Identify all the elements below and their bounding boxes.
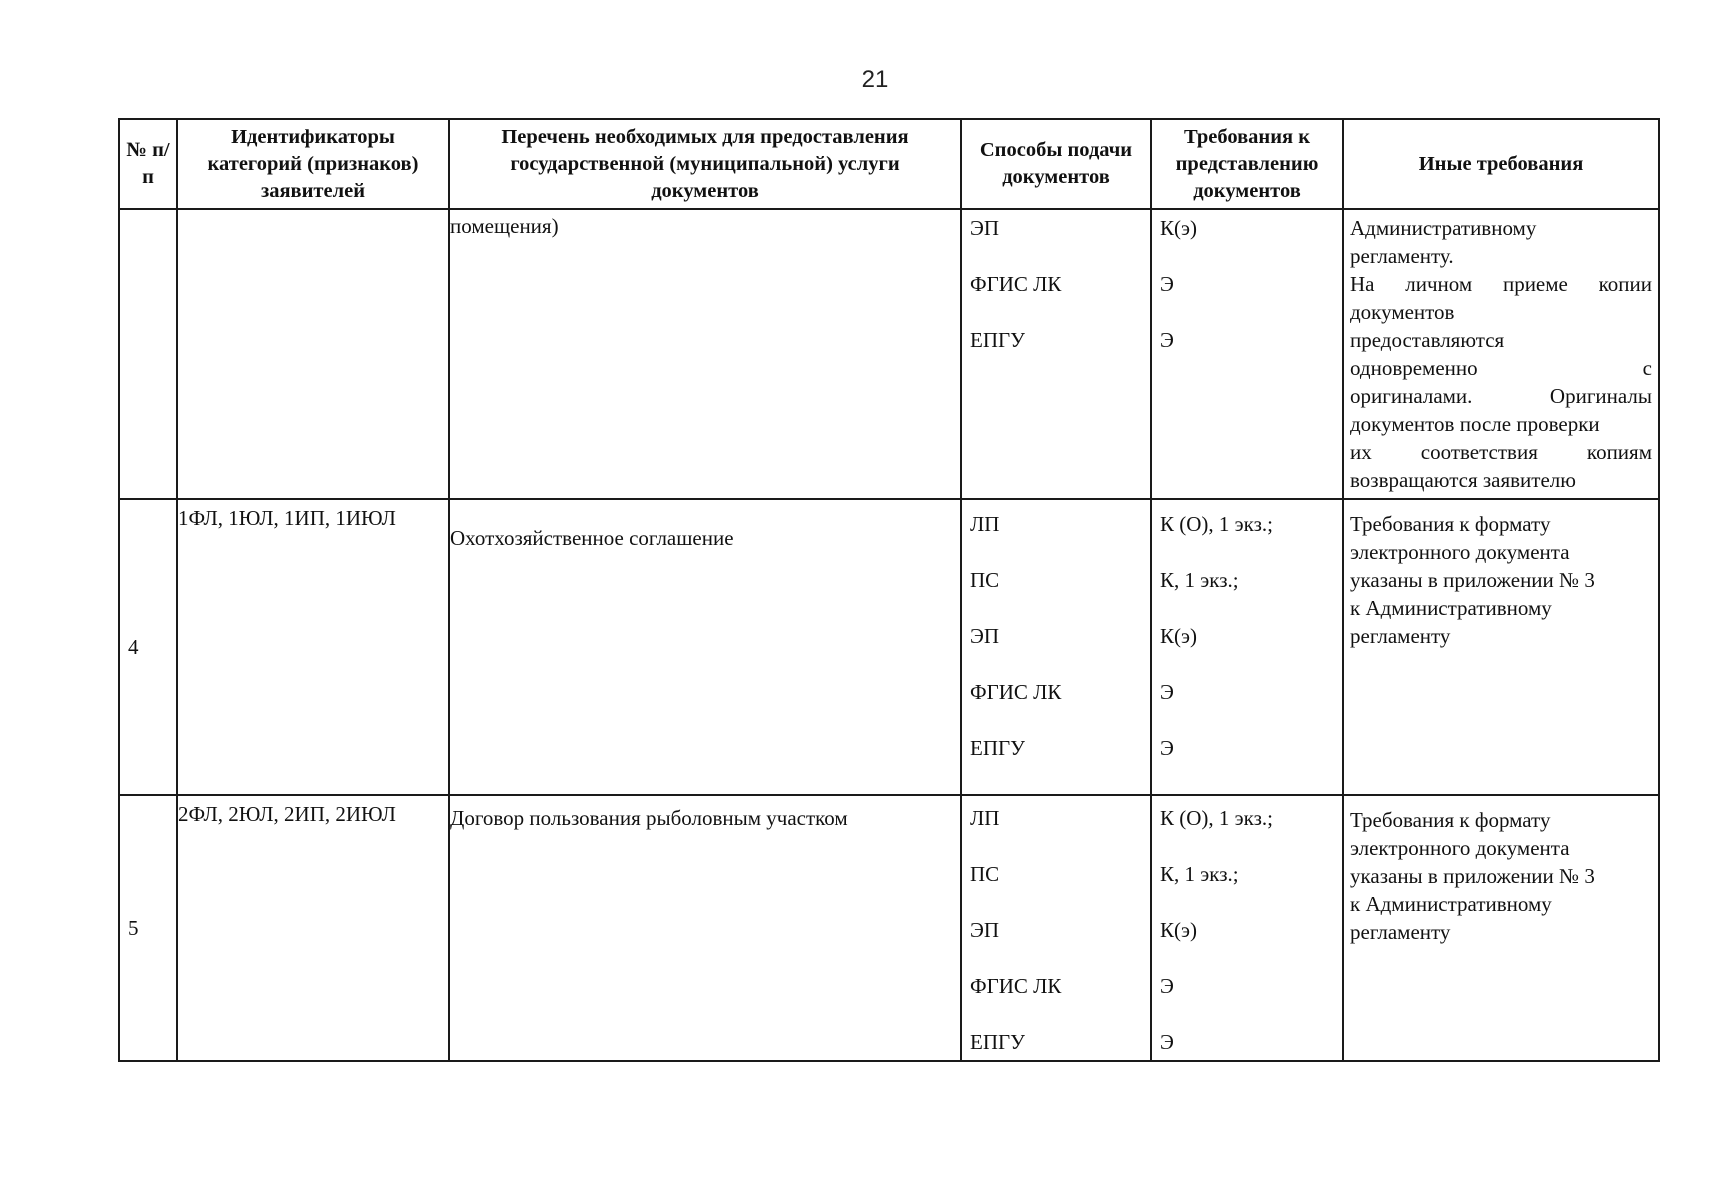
row-categories: 1ФЛ, 1ЮЛ, 1ИП, 1ИЮЛ: [177, 499, 449, 795]
row-categories: [177, 209, 449, 499]
row-document: помещения): [449, 209, 961, 499]
method-item: ПС: [970, 568, 1000, 592]
header-requirements: Требования к представлению документов: [1151, 119, 1343, 209]
method-item: ЕПГУ: [970, 736, 1026, 760]
requirement-item: Э: [1160, 680, 1174, 704]
other-line: указаны в приложении № 3: [1350, 864, 1595, 888]
requirement-item: К(э): [1160, 918, 1198, 942]
header-number: № п/п: [119, 119, 177, 209]
header-other: Иные требования: [1343, 119, 1659, 209]
method-item: ФГИС ЛК: [970, 974, 1062, 998]
table-row: [119, 209, 1659, 499]
other-line: указаны в приложении № 3: [1350, 568, 1595, 592]
other-line: Требования к формату: [1350, 808, 1551, 832]
other-line: оригиналами. Оригиналы: [1350, 384, 1652, 408]
method-item: ФГИС ЛК: [970, 272, 1062, 296]
requirement-item: Э: [1160, 328, 1174, 352]
other-line: одновременно с: [1350, 356, 1652, 380]
table-row: [119, 499, 1659, 795]
other-line: к Административному: [1350, 892, 1552, 916]
other-line: предоставляются: [1350, 328, 1505, 352]
row-document: Охотхозяйственное соглашение: [449, 499, 961, 795]
requirement-item: Э: [1160, 272, 1174, 296]
other-line: документов: [1350, 300, 1455, 324]
row-document: Договор пользования рыболовным участком: [449, 795, 961, 1061]
row-requirements: [1151, 209, 1343, 499]
other-line: документов после проверки: [1350, 412, 1600, 436]
header-documents: Перечень необходимых для предоставления государственной (муниципальной) услуги документов: [449, 119, 961, 209]
method-item: ЛП: [970, 806, 1000, 830]
other-line: На личном приеме копии: [1350, 272, 1652, 296]
row-number: 5: [119, 795, 177, 1061]
requirement-item: Э: [1160, 1030, 1174, 1054]
other-line: электронного документа: [1350, 836, 1570, 860]
table-row: [119, 795, 1659, 1061]
requirement-item: К, 1 экз.;: [1160, 568, 1239, 592]
method-item: ЕПГУ: [970, 328, 1026, 352]
other-line: электронного документа: [1350, 540, 1570, 564]
row-requirements: [1151, 499, 1343, 795]
requirement-item: К(э): [1160, 216, 1198, 240]
method-item: ФГИС ЛК: [970, 680, 1062, 704]
row-methods: [961, 499, 1151, 795]
header-categories: Идентификаторы категорий (признаков) заявителей: [177, 119, 449, 209]
requirement-item: К(э): [1160, 624, 1198, 648]
other-line: регламенту.: [1350, 244, 1454, 268]
table-header-row: [119, 119, 1659, 209]
row-other-requirements: [1343, 499, 1659, 795]
method-item: ЭП: [970, 216, 1000, 240]
row-number: [119, 209, 177, 499]
method-item: ЭП: [970, 624, 1000, 648]
requirement-item: К, 1 экз.;: [1160, 862, 1239, 886]
method-item: ЕПГУ: [970, 1030, 1026, 1054]
other-line: их соответствия копиям: [1350, 440, 1652, 464]
other-line: Требования к формату: [1350, 512, 1551, 536]
other-line: к Административному: [1350, 596, 1552, 620]
requirement-item: К (О), 1 экз.;: [1160, 806, 1273, 830]
row-other-requirements: [1343, 795, 1659, 1061]
method-item: ПС: [970, 862, 1000, 886]
other-line: возвращаются заявителю: [1350, 468, 1576, 492]
method-item: ЛП: [970, 512, 1000, 536]
requirement-item: Э: [1160, 974, 1174, 998]
row-number: 4: [119, 499, 177, 795]
row-requirements: [1151, 795, 1343, 1061]
row-other-requirements: [1343, 209, 1659, 499]
other-line: регламенту: [1350, 920, 1451, 944]
other-line: регламенту: [1350, 624, 1451, 648]
row-methods: [961, 209, 1151, 499]
page-number: 21: [861, 66, 889, 93]
other-line: Административному: [1350, 216, 1537, 240]
requirement-item: Э: [1160, 736, 1174, 760]
method-item: ЭП: [970, 918, 1000, 942]
requirement-item: К (О), 1 экз.;: [1160, 512, 1273, 536]
row-categories: 2ФЛ, 2ЮЛ, 2ИП, 2ИЮЛ: [177, 795, 449, 1061]
documents-table: [118, 118, 1660, 1062]
header-methods: Способы подачи документов: [961, 119, 1151, 209]
row-methods: [961, 795, 1151, 1061]
